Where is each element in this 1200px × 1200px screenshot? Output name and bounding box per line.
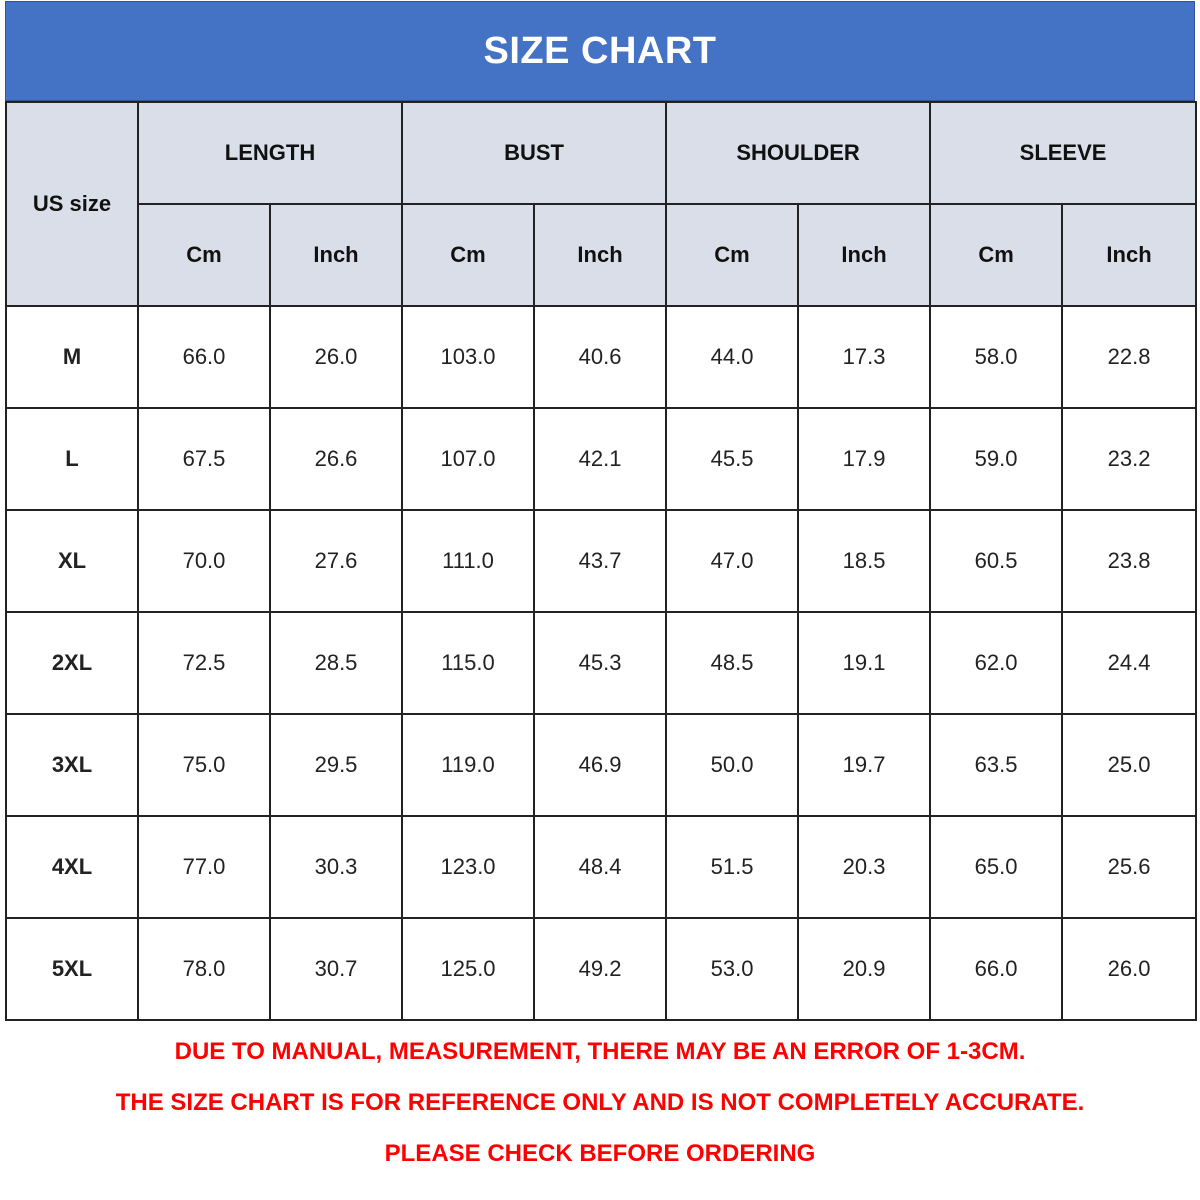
value-cell: 67.5 xyxy=(138,408,270,510)
value-cell: 75.0 xyxy=(138,714,270,816)
value-cell: 63.5 xyxy=(930,714,1062,816)
value-cell: 65.0 xyxy=(930,816,1062,918)
unit-header: Inch xyxy=(1062,204,1196,306)
unit-header: Inch xyxy=(270,204,402,306)
bust-header: BUST xyxy=(402,102,666,204)
size-cell: XL xyxy=(6,510,138,612)
value-cell: 29.5 xyxy=(270,714,402,816)
note-measurement-error: DUE TO MANUAL, MEASUREMENT, THERE MAY BE AN ERROR OF 1-3CM. xyxy=(174,1038,1026,1065)
value-cell: 72.5 xyxy=(138,612,270,714)
value-cell: 20.3 xyxy=(798,816,930,918)
value-cell: 111.0 xyxy=(402,510,534,612)
value-cell: 19.1 xyxy=(798,612,930,714)
value-cell: 44.0 xyxy=(666,306,798,408)
table-body xyxy=(6,306,1196,1020)
value-cell: 26.0 xyxy=(1062,918,1196,1020)
group-header-row xyxy=(6,102,1196,204)
value-cell: 24.4 xyxy=(1062,612,1196,714)
table-row xyxy=(6,510,1196,612)
value-cell: 28.5 xyxy=(270,612,402,714)
value-cell: 115.0 xyxy=(402,612,534,714)
us-size-header: US size xyxy=(6,102,138,306)
value-cell: 47.0 xyxy=(666,510,798,612)
value-cell: 27.6 xyxy=(270,510,402,612)
value-cell: 25.0 xyxy=(1062,714,1196,816)
unit-header: Cm xyxy=(138,204,270,306)
value-cell: 53.0 xyxy=(666,918,798,1020)
value-cell: 49.2 xyxy=(534,918,666,1020)
value-cell: 50.0 xyxy=(666,714,798,816)
value-cell: 17.9 xyxy=(798,408,930,510)
unit-header: Cm xyxy=(402,204,534,306)
size-cell: 5XL xyxy=(6,918,138,1020)
unit-header-row xyxy=(6,204,1196,306)
table-row xyxy=(6,918,1196,1020)
value-cell: 20.9 xyxy=(798,918,930,1020)
size-cell: L xyxy=(6,408,138,510)
value-cell: 78.0 xyxy=(138,918,270,1020)
size-cell: 3XL xyxy=(6,714,138,816)
value-cell: 25.6 xyxy=(1062,816,1196,918)
value-cell: 17.3 xyxy=(798,306,930,408)
unit-header: Inch xyxy=(798,204,930,306)
value-cell: 66.0 xyxy=(138,306,270,408)
unit-header: Inch xyxy=(534,204,666,306)
value-cell: 26.0 xyxy=(270,306,402,408)
value-cell: 58.0 xyxy=(930,306,1062,408)
title-bar xyxy=(5,1,1195,101)
table-row xyxy=(6,408,1196,510)
size-chart-table xyxy=(5,101,1197,1021)
value-cell: 77.0 xyxy=(138,816,270,918)
value-cell: 103.0 xyxy=(402,306,534,408)
value-cell: 19.7 xyxy=(798,714,930,816)
value-cell: 125.0 xyxy=(402,918,534,1020)
size-cell: 4XL xyxy=(6,816,138,918)
value-cell: 26.6 xyxy=(270,408,402,510)
note-reference-only: THE SIZE CHART IS FOR REFERENCE ONLY AND IS NOT COMPLETELY ACCURATE. xyxy=(115,1089,1085,1116)
value-cell: 23.2 xyxy=(1062,408,1196,510)
value-cell: 48.5 xyxy=(666,612,798,714)
value-cell: 30.3 xyxy=(270,816,402,918)
value-cell: 59.0 xyxy=(930,408,1062,510)
value-cell: 43.7 xyxy=(534,510,666,612)
page-title: SIZE CHART xyxy=(483,29,717,72)
size-cell: M xyxy=(6,306,138,408)
value-cell: 70.0 xyxy=(138,510,270,612)
value-cell: 45.5 xyxy=(666,408,798,510)
table-row xyxy=(6,612,1196,714)
length-header: LENGTH xyxy=(138,102,402,204)
size-cell: 2XL xyxy=(6,612,138,714)
value-cell: 119.0 xyxy=(402,714,534,816)
value-cell: 51.5 xyxy=(666,816,798,918)
value-cell: 60.5 xyxy=(930,510,1062,612)
value-cell: 66.0 xyxy=(930,918,1062,1020)
value-cell: 42.1 xyxy=(534,408,666,510)
table-row xyxy=(6,714,1196,816)
value-cell: 23.8 xyxy=(1062,510,1196,612)
table-row xyxy=(6,306,1196,408)
value-cell: 123.0 xyxy=(402,816,534,918)
value-cell: 40.6 xyxy=(534,306,666,408)
value-cell: 30.7 xyxy=(270,918,402,1020)
value-cell: 22.8 xyxy=(1062,306,1196,408)
value-cell: 107.0 xyxy=(402,408,534,510)
disclaimer-notes xyxy=(0,1028,1200,1181)
value-cell: 46.9 xyxy=(534,714,666,816)
shoulder-header: SHOULDER xyxy=(666,102,930,204)
unit-header: Cm xyxy=(666,204,798,306)
note-check-before-ordering: PLEASE CHECK BEFORE ORDERING xyxy=(384,1140,816,1167)
value-cell: 62.0 xyxy=(930,612,1062,714)
value-cell: 48.4 xyxy=(534,816,666,918)
sleeve-header: SLEEVE xyxy=(930,102,1196,204)
value-cell: 18.5 xyxy=(798,510,930,612)
unit-header: Cm xyxy=(930,204,1062,306)
table-row xyxy=(6,816,1196,918)
value-cell: 45.3 xyxy=(534,612,666,714)
